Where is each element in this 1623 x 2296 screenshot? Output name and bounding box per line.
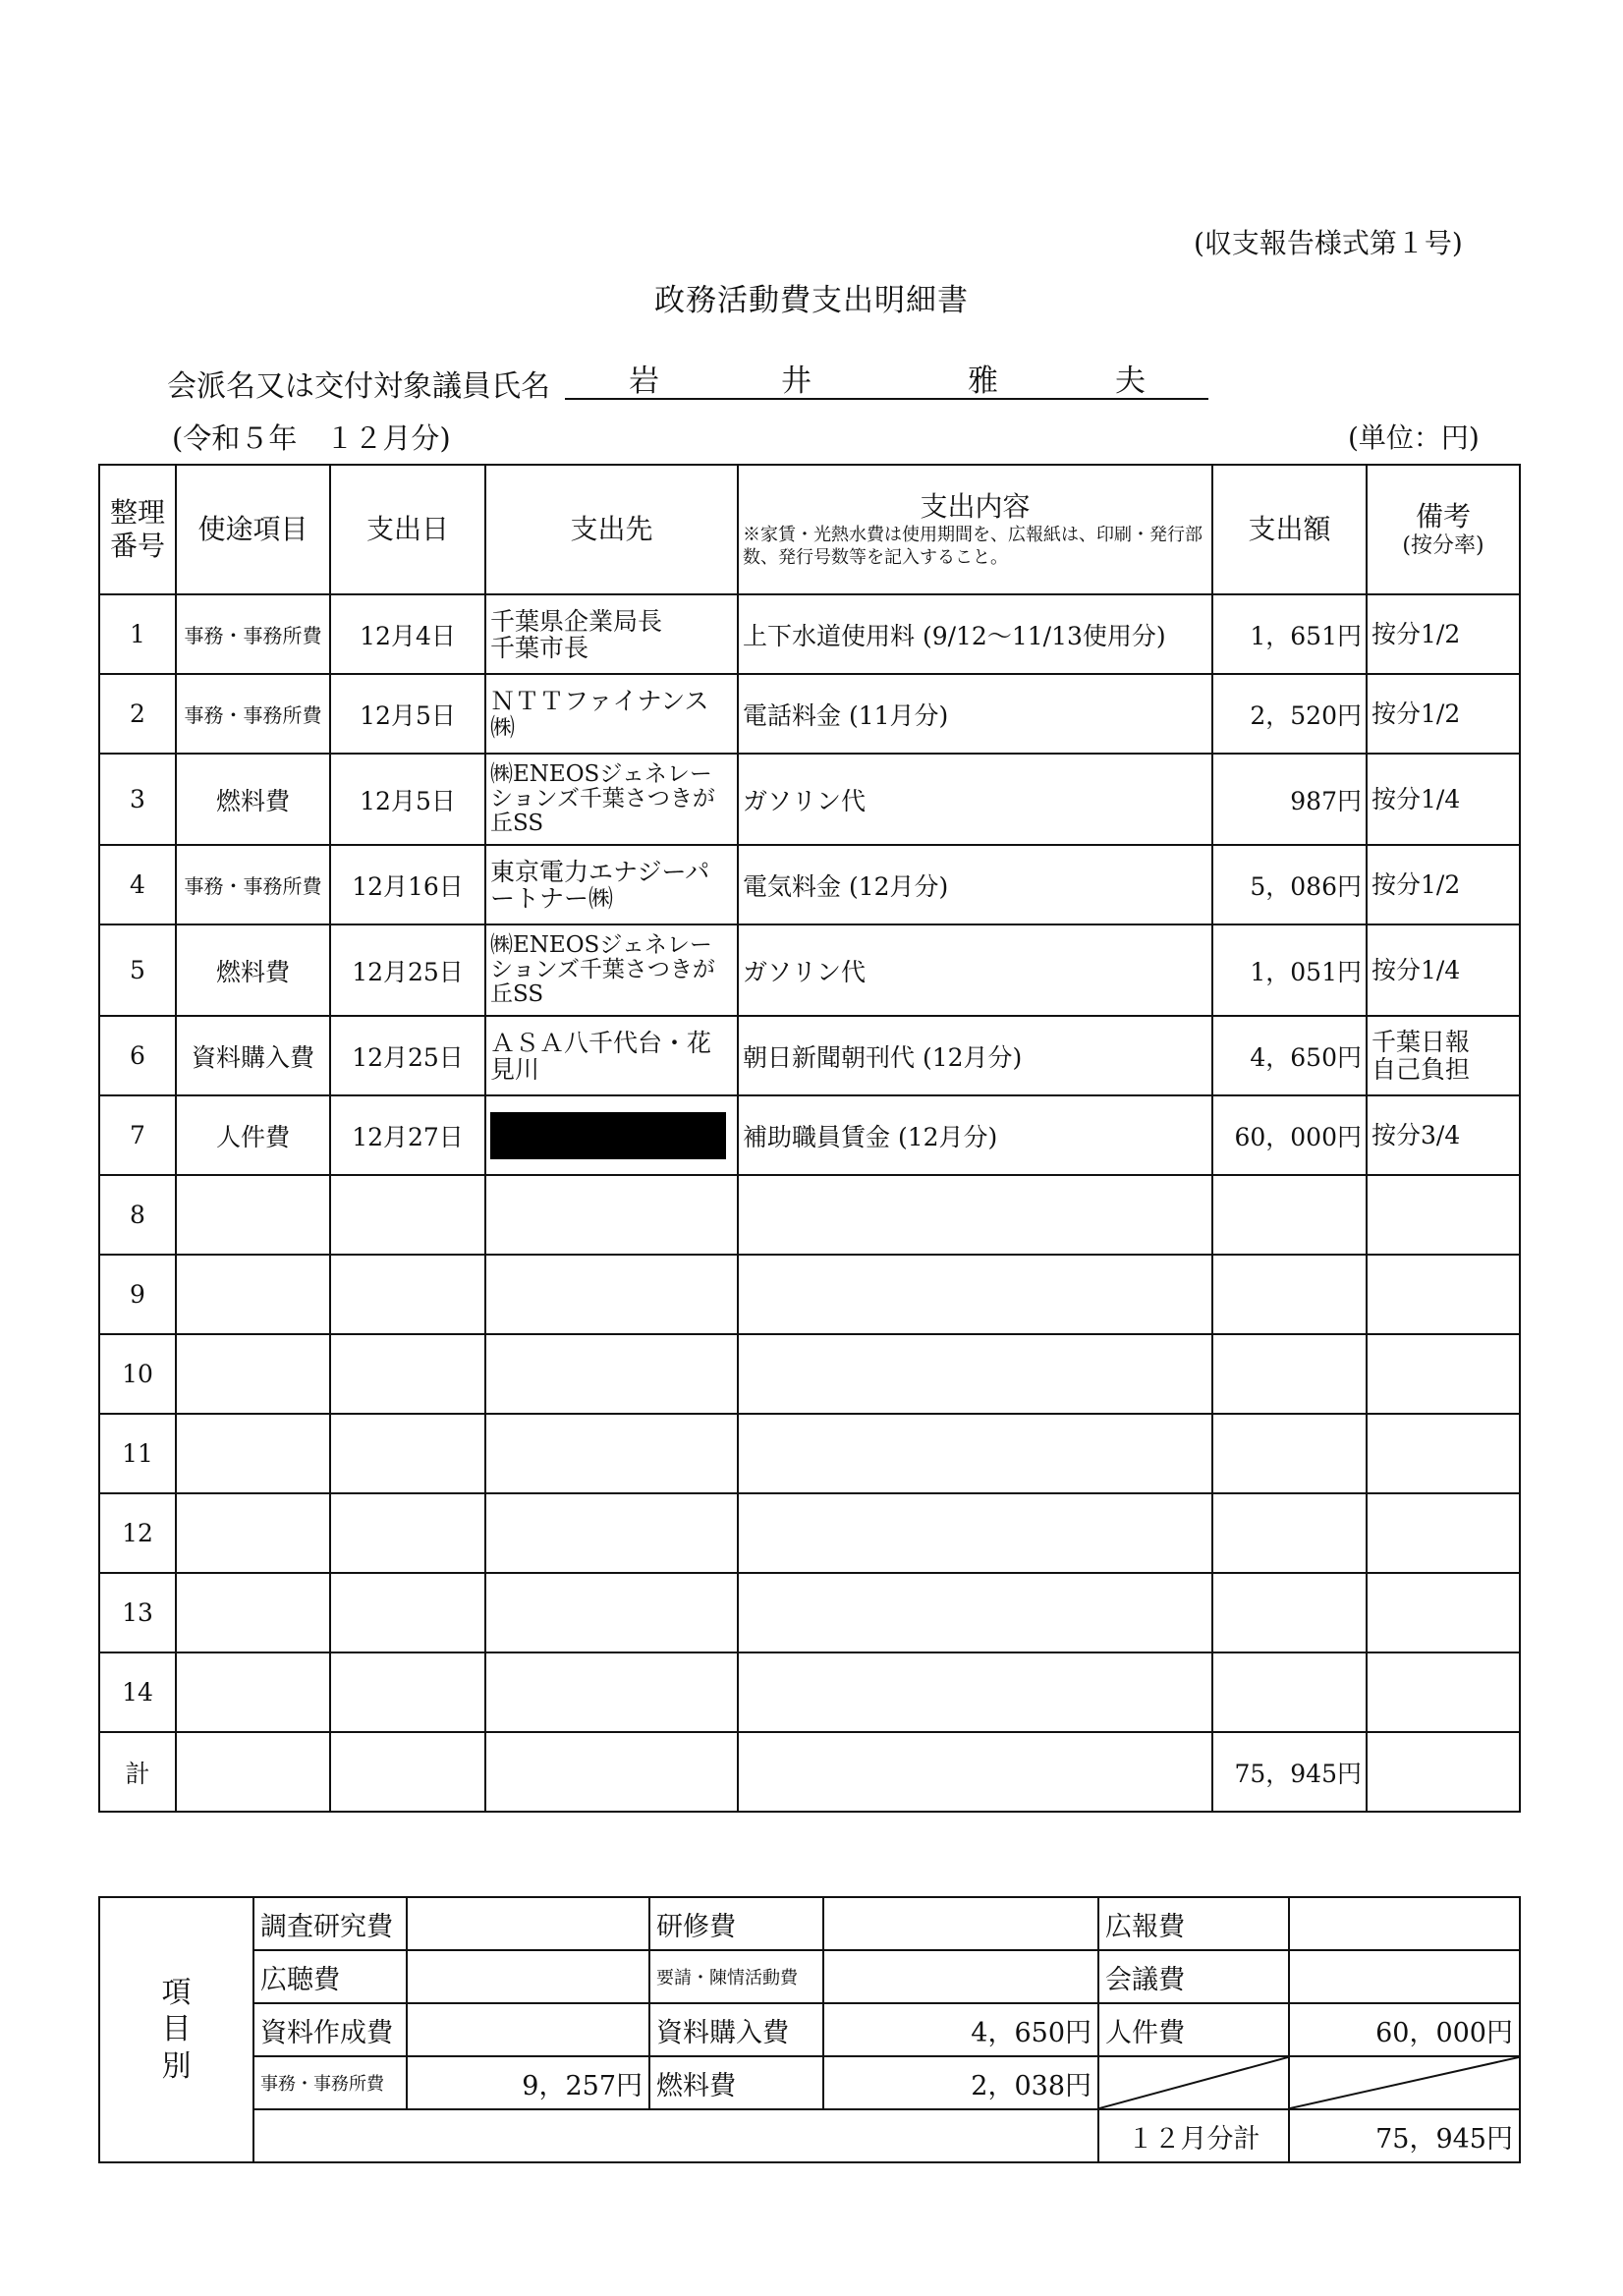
row-category: 事務・事務所費	[176, 845, 330, 924]
row-payee	[485, 1334, 738, 1414]
row-category: 資料購入費	[176, 1016, 330, 1095]
row-payee: ㈱ENEOSジェネレーションズ千葉さつきが丘SS	[485, 754, 738, 845]
total-empty	[176, 1732, 330, 1812]
row-date: 12月5日	[330, 754, 485, 845]
total-empty	[738, 1732, 1212, 1812]
row-category: 燃料費	[176, 754, 330, 845]
total-label: 計	[99, 1732, 176, 1812]
table-header-row	[99, 465, 1520, 594]
row-amount	[1212, 1493, 1367, 1573]
row-description	[738, 1652, 1212, 1732]
month-total-label: １２月分計	[1098, 2109, 1289, 2162]
row-remarks	[1367, 1175, 1520, 1255]
summary-total-row	[99, 2109, 1520, 2162]
row-category: 燃料費	[176, 924, 330, 1016]
summary-row	[99, 2003, 1520, 2056]
table-row	[99, 1652, 1520, 1732]
row-description: ガソリン代	[738, 924, 1212, 1016]
summary-category: 研修費	[649, 1897, 823, 1950]
summary-value	[823, 1950, 1098, 2003]
form-number: (収支報告様式第１号)	[1194, 227, 1463, 259]
row-description: 補助職員賃金 (12月分)	[738, 1095, 1212, 1175]
row-no: 5	[99, 924, 176, 1016]
report-period: (令和５年 １２月分)	[172, 421, 451, 455]
row-payee	[485, 1493, 738, 1573]
summary-value: 9，257円	[407, 2056, 649, 2109]
row-category	[176, 1334, 330, 1414]
table-row	[99, 674, 1520, 754]
summary-value	[407, 2003, 649, 2056]
summary-struck-cell	[1289, 2056, 1520, 2109]
row-remarks	[1367, 1334, 1520, 1414]
row-date: 12月4日	[330, 594, 485, 674]
row-payee	[485, 1573, 738, 1652]
row-date: 12月25日	[330, 1016, 485, 1095]
row-no: 14	[99, 1652, 176, 1732]
summary-category: 資料作成費	[253, 2003, 407, 2056]
row-remarks: 千葉日報 自己負担	[1367, 1016, 1520, 1095]
row-category: 人件費	[176, 1095, 330, 1175]
header-remarks-sub: (按分率)	[1402, 532, 1484, 558]
table-row	[99, 1016, 1520, 1095]
row-no: 9	[99, 1255, 176, 1334]
row-description: 上下水道使用料 (9/12～11/13使用分)	[738, 594, 1212, 674]
month-total-value: 75，945円	[1289, 2109, 1520, 2162]
table-row	[99, 1414, 1520, 1493]
row-category	[176, 1414, 330, 1493]
row-description: 電話料金 (11月分)	[738, 674, 1212, 754]
row-date	[330, 1175, 485, 1255]
header-payee: 支出先	[485, 465, 738, 594]
diagonal-strike	[1099, 2057, 1288, 2108]
summary-value: 4，650円	[823, 2003, 1098, 2056]
diagonal-strike	[1290, 2057, 1519, 2108]
summary-category: 人件費	[1098, 2003, 1289, 2056]
summary-value	[407, 1950, 649, 2003]
summary-category: 広聴費	[253, 1950, 407, 2003]
row-remarks: 按分1/2	[1367, 845, 1520, 924]
row-amount: 1，651円	[1212, 594, 1367, 674]
summary-value: 2，038円	[823, 2056, 1098, 2109]
member-name-char: 夫	[1115, 364, 1146, 399]
table-row	[99, 924, 1520, 1016]
summary-row	[99, 1950, 1520, 2003]
row-category	[176, 1175, 330, 1255]
document-title: 政務活動費支出明細書	[654, 283, 969, 318]
summary-category: 燃料費	[649, 2056, 823, 2109]
summary-value	[1289, 1950, 1520, 2003]
row-description	[738, 1334, 1212, 1414]
row-date	[330, 1255, 485, 1334]
member-name-char: 雅	[968, 364, 998, 399]
summary-value: 60，000円	[1289, 2003, 1520, 2056]
row-description: 電気料金 (12月分)	[738, 845, 1212, 924]
row-remarks: 按分3/4	[1367, 1095, 1520, 1175]
row-description	[738, 1175, 1212, 1255]
row-payee	[485, 1652, 738, 1732]
row-amount: 987円	[1212, 754, 1367, 845]
header-description-note: ※家賃・光熱水費は使用期間を、広報紙は、印刷・発行部数、発行号数等を記入すること。	[743, 525, 1203, 568]
row-amount: 60，000円	[1212, 1095, 1367, 1175]
row-category	[176, 1573, 330, 1652]
row-description	[738, 1573, 1212, 1652]
summary-group-label: 項 目 別	[99, 1897, 253, 2162]
row-category	[176, 1493, 330, 1573]
row-remarks: 按分1/4	[1367, 924, 1520, 1016]
header-remarks	[1367, 465, 1520, 594]
row-remarks: 按分1/2	[1367, 674, 1520, 754]
member-name-char: 岩	[629, 364, 659, 399]
summary-value	[407, 1897, 649, 1950]
member-name-underline	[565, 398, 1208, 400]
row-no: 6	[99, 1016, 176, 1095]
summary-category: 調査研究費	[253, 1897, 407, 1950]
row-date	[330, 1334, 485, 1414]
header-remarks-main: 備考	[1415, 500, 1471, 532]
table-row	[99, 845, 1520, 924]
row-amount	[1212, 1652, 1367, 1732]
table-row	[99, 1493, 1520, 1573]
row-no: 10	[99, 1334, 176, 1414]
row-description	[738, 1414, 1212, 1493]
table-row	[99, 594, 1520, 674]
row-date	[330, 1573, 485, 1652]
row-amount: 1，051円	[1212, 924, 1367, 1016]
row-no: 3	[99, 754, 176, 845]
row-remarks: 按分1/4	[1367, 754, 1520, 845]
row-payee: 千葉県企業局長 千葉市長	[485, 594, 738, 674]
row-amount: 2，520円	[1212, 674, 1367, 754]
row-no: 7	[99, 1095, 176, 1175]
row-remarks	[1367, 1573, 1520, 1652]
row-no: 13	[99, 1573, 176, 1652]
header-amount: 支出額	[1212, 465, 1367, 594]
currency-unit: (単位：円)	[1348, 421, 1480, 454]
row-remarks	[1367, 1493, 1520, 1573]
row-amount	[1212, 1334, 1367, 1414]
summary-category: 会議費	[1098, 1950, 1289, 2003]
row-amount: 4，650円	[1212, 1016, 1367, 1095]
summary-struck-cell	[1098, 2056, 1289, 2109]
row-payee	[485, 1255, 738, 1334]
category-summary-table	[98, 1896, 1521, 2163]
header-no: 整理番号	[99, 465, 176, 594]
row-category: 事務・事務所費	[176, 674, 330, 754]
summary-total-spacer	[253, 2109, 1098, 2162]
row-amount	[1212, 1414, 1367, 1493]
row-date	[330, 1652, 485, 1732]
row-no: 11	[99, 1414, 176, 1493]
summary-value	[823, 1897, 1098, 1950]
member-name-char: 井	[781, 364, 812, 399]
total-amount: 75，945円	[1212, 1732, 1367, 1812]
total-empty	[485, 1732, 738, 1812]
row-description: ガソリン代	[738, 754, 1212, 845]
row-date: 12月27日	[330, 1095, 485, 1175]
table-row	[99, 1334, 1520, 1414]
row-date: 12月16日	[330, 845, 485, 924]
row-no: 4	[99, 845, 176, 924]
row-remarks: 按分1/2	[1367, 594, 1520, 674]
row-amount: 5，086円	[1212, 845, 1367, 924]
row-payee	[485, 1414, 738, 1493]
row-category	[176, 1652, 330, 1732]
member-name-label: 会派名又は交付対象議員氏名	[167, 369, 550, 404]
row-no: 2	[99, 674, 176, 754]
table-row	[99, 1175, 1520, 1255]
total-empty	[1367, 1732, 1520, 1812]
row-category	[176, 1255, 330, 1334]
total-empty	[330, 1732, 485, 1812]
row-description: 朝日新聞朝刊代 (12月分)	[738, 1016, 1212, 1095]
row-date	[330, 1414, 485, 1493]
row-payee	[485, 1175, 738, 1255]
table-row	[99, 1573, 1520, 1652]
expense-detail-table	[98, 464, 1521, 1813]
summary-row	[99, 1897, 1520, 1950]
row-no: 12	[99, 1493, 176, 1573]
row-category: 事務・事務所費	[176, 594, 330, 674]
summary-row	[99, 2056, 1520, 2109]
table-row	[99, 1255, 1520, 1334]
row-description	[738, 1493, 1212, 1573]
summary-category: 要請・陳情活動費	[649, 1950, 823, 2003]
header-category: 使途項目	[176, 465, 330, 594]
row-date: 12月5日	[330, 674, 485, 754]
row-payee	[485, 1095, 738, 1175]
row-description	[738, 1255, 1212, 1334]
row-payee: ＮＴＴファイナンス㈱	[485, 674, 738, 754]
summary-category: 事務・事務所費	[253, 2056, 407, 2109]
row-payee: 東京電力エナジーパートナー㈱	[485, 845, 738, 924]
row-date	[330, 1493, 485, 1573]
row-remarks	[1367, 1255, 1520, 1334]
summary-category: 資料購入費	[649, 2003, 823, 2056]
row-no: 1	[99, 594, 176, 674]
summary-category: 広報費	[1098, 1897, 1289, 1950]
row-payee: ㈱ENEOSジェネレーションズ千葉さつきが丘SS	[485, 924, 738, 1016]
table-total-row	[99, 1732, 1520, 1812]
redaction-block	[490, 1112, 726, 1159]
header-date: 支出日	[330, 465, 485, 594]
row-amount	[1212, 1573, 1367, 1652]
row-remarks	[1367, 1652, 1520, 1732]
table-row	[99, 1095, 1520, 1175]
header-description	[738, 465, 1212, 594]
row-remarks	[1367, 1414, 1520, 1493]
row-no: 8	[99, 1175, 176, 1255]
row-amount	[1212, 1175, 1367, 1255]
row-date: 12月25日	[330, 924, 485, 1016]
table-row	[99, 754, 1520, 845]
header-description-main: 支出内容	[920, 489, 1031, 523]
summary-value	[1289, 1897, 1520, 1950]
row-payee: ＡＳＡ八千代台・花見川	[485, 1016, 738, 1095]
row-amount	[1212, 1255, 1367, 1334]
